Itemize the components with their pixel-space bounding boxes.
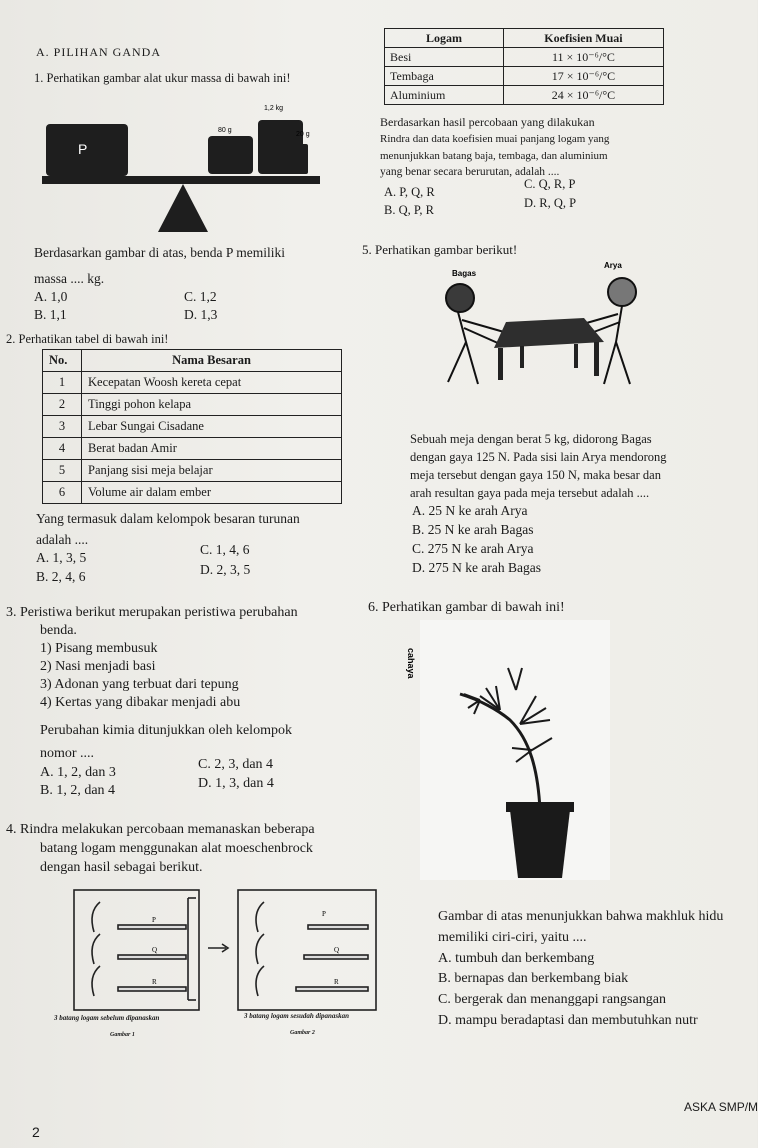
balance-figure [38, 96, 328, 246]
coef-header-value: Koefisien Muai [503, 29, 663, 48]
rod-label-p-1: P [152, 916, 156, 924]
weight-20g [296, 144, 308, 174]
q3-item-2: 2) Nasi menjadi basi [40, 659, 156, 674]
q6-stem-1: Gambar di atas menunjukkan bahwa makhluk hidu [438, 909, 724, 924]
q3-item-1: 1) Pisang membusuk [40, 641, 158, 656]
coef-value: 24 × 10⁻⁶/°C [503, 86, 663, 105]
table-row [385, 48, 664, 67]
q2-cell-no: 6 [43, 482, 82, 504]
coef-value: 11 × 10⁻⁶/°C [503, 48, 663, 67]
q2-cell-name: Volume air dalam ember [82, 482, 342, 504]
coefficient-table [384, 28, 664, 105]
q4-stem-2: Rindra dan data koefisien muai panjang logam yang [380, 133, 610, 145]
q3-option-d[interactable]: D. 1, 3, dan 4 [198, 776, 274, 791]
q1-stem-1: Berdasarkan gambar di atas, benda P memiliki [34, 245, 286, 260]
q1-option-d[interactable]: D. 1,3 [184, 307, 218, 322]
coef-header-metal: Logam [385, 29, 504, 48]
figure-1-caption: 3 batang logam sebelum dipanaskan [54, 1014, 160, 1022]
q3-line-2: benda. [40, 623, 77, 638]
weight-label-1-2kg: 1,2 kg [264, 105, 284, 112]
q1-prompt: 1. Perhatikan gambar alat ukur massa di bawah ini! [34, 71, 291, 85]
weight-label-80g: 80 g [218, 127, 232, 134]
rod-r-before [118, 987, 186, 991]
object-p-label: P [78, 141, 88, 157]
q5-option-a[interactable]: A. 25 N ke arah Arya [412, 503, 528, 518]
table-row [43, 460, 342, 482]
page-number: 2 [32, 1124, 40, 1140]
q3-item-3: 3) Adonan yang terbuat dari tepung [40, 677, 239, 692]
q2-cell-no: 2 [43, 394, 82, 416]
bagas-figure [446, 284, 504, 384]
q4-option-b[interactable]: B. Q, P, R [384, 203, 435, 217]
figure-2-label: Gambar 2 [290, 1030, 315, 1036]
table-row [43, 482, 342, 504]
balance-beam [42, 176, 320, 184]
q2-stem-1: Yang termasuk dalam kelompok besaran turunan [36, 511, 300, 526]
q2-cell-no: 3 [43, 416, 82, 438]
q2-cell-no: 1 [43, 372, 82, 394]
q2-table [42, 349, 342, 504]
q2-option-a[interactable]: A. 1, 3, 5 [36, 550, 87, 565]
q3-stem-2: nomor .... [40, 746, 95, 761]
q2-cell-name: Lebar Sungai Cisadane [82, 416, 342, 438]
name-bagas: Bagas [452, 269, 477, 278]
rod-p-before [118, 925, 186, 929]
q2-cell-name: Berat badan Amir [82, 438, 342, 460]
q2-header-no: No. [43, 350, 82, 372]
q2-option-d[interactable]: D. 2, 3, 5 [200, 562, 251, 577]
q5-option-c[interactable]: C. 275 N ke arah Arya [412, 541, 534, 556]
q5-stem-3: meja tersebut dengan gaya 150 N, maka besar dan [410, 468, 661, 482]
footer-brand: ASKA SMP/M [684, 1100, 758, 1114]
table-row [385, 67, 664, 86]
q3-option-a[interactable]: A. 1, 2, dan 3 [40, 765, 116, 780]
q3-option-b[interactable]: B. 1, 2, dan 4 [40, 783, 116, 798]
rod-label-q-2: Q [334, 946, 340, 954]
table-row [43, 416, 342, 438]
weight-label-20g: 20 g [296, 131, 310, 138]
coef-metal: Aluminium [385, 86, 504, 105]
q2-cell-no: 4 [43, 438, 82, 460]
rod-q-after [304, 955, 368, 959]
q5-stem-4: arah resultan gaya pada meja tersebut adalah .... [410, 486, 650, 500]
q4-line-2: batang logam menggunakan alat moeschenbrock [40, 841, 313, 856]
q5-stem-1: Sebuah meja dengan berat 5 kg, didorong Bagas [410, 432, 652, 446]
q5-option-d[interactable]: D. 275 N ke arah Bagas [412, 560, 541, 575]
rod-r-after [296, 987, 368, 991]
rod-label-r-2: R [334, 978, 339, 986]
coef-metal: Tembaga [385, 67, 504, 86]
pushing-table-figure [408, 262, 708, 422]
coef-metal: Besi [385, 48, 504, 67]
q6-option-a[interactable]: A. tumbuh dan berkembang [438, 951, 595, 966]
q6-option-b[interactable]: B. bernapas dan berkembang biak [438, 971, 629, 986]
coef-value: 17 × 10⁻⁶/°C [503, 67, 663, 86]
q6-prompt: 6. Perhatikan gambar di bawah ini! [368, 600, 565, 615]
q4-line-3: dengan hasil sebagai berikut. [40, 860, 203, 875]
table-row [43, 372, 342, 394]
table-row [385, 86, 664, 105]
q5-prompt: 5. Perhatikan gambar berikut! [362, 242, 518, 257]
q3-option-c[interactable]: C. 2, 3, dan 4 [198, 757, 274, 772]
rod-label-q-1: Q [152, 946, 158, 954]
q3-stem-1: Perubahan kimia ditunjukkan oleh kelompok [40, 723, 292, 738]
weight-80g [208, 136, 253, 174]
rod-label-p-2: P [322, 910, 326, 918]
q5-option-b[interactable]: B. 25 N ke arah Bagas [412, 522, 534, 537]
figure-1-label: Gambar 1 [110, 1032, 135, 1038]
figure-2-caption: 3 batang logam sesudah dipanaskan [244, 1012, 350, 1020]
q2-stem-2: adalah .... [36, 532, 89, 547]
q2-cell-name: Kecepatan Woosh kereta cepat [82, 372, 342, 394]
q2-cell-name: Tinggi pohon kelapa [82, 394, 342, 416]
table-row [43, 438, 342, 460]
q1-option-b[interactable]: B. 1,1 [34, 307, 67, 322]
balance-pivot [158, 184, 208, 232]
rod-p-after [308, 925, 368, 929]
q3-line-1: 3. Peristiwa berikut merupakan peristiwa perubahan [6, 605, 298, 620]
q2-cell-no: 5 [43, 460, 82, 482]
moeschenbrock-figure [60, 888, 390, 1078]
q4-option-c[interactable]: C. Q, R, P [524, 177, 576, 191]
q6-option-c[interactable]: C. bergerak dan menanggapi rangsangan [438, 992, 666, 1007]
rod-q-before [118, 955, 186, 959]
q4-stem-4: yang benar secara berurutan, adalah .... [380, 166, 560, 178]
q2-header-name: Nama Besaran [82, 350, 342, 372]
q2-cell-name: Panjang sisi meja belajar [82, 460, 342, 482]
q2-prompt: 2. Perhatikan tabel di bawah ini! [6, 332, 169, 346]
q3-item-4: 4) Kertas yang dibakar menjadi abu [40, 695, 241, 710]
table-row [43, 394, 342, 416]
plant-phototropism-figure [406, 620, 610, 880]
plant-pot [510, 810, 570, 878]
q2-option-c[interactable]: C. 1, 4, 6 [200, 542, 250, 557]
section-title: A. PILIHAN GANDA [36, 45, 161, 59]
q1-option-a[interactable]: A. 1,0 [34, 289, 68, 304]
q4-option-a[interactable]: A. P, Q, R [384, 185, 435, 199]
q6-option-d[interactable]: D. mampu beradaptasi dan membutuhkan nutr [438, 1013, 698, 1028]
q1-option-c[interactable]: C. 1,2 [184, 289, 217, 304]
light-label: cahaya [406, 648, 416, 679]
table-top [494, 318, 604, 348]
q2-option-b[interactable]: B. 2, 4, 6 [36, 569, 86, 584]
q6-stem-2: memiliki ciri-ciri, yaitu .... [438, 930, 587, 945]
q5-stem-2: dengan gaya 125 N. Pada sisi lain Arya mendorong [410, 450, 667, 464]
q4-option-d[interactable]: D. R, Q, P [524, 196, 577, 210]
q4-stem-3: menunjukkan batang baja, tembaga, dan aluminium [380, 150, 608, 162]
q4-stem-1: Berdasarkan hasil percobaan yang dilakukan [380, 115, 595, 129]
name-arya: Arya [604, 261, 622, 270]
q1-stem-2: massa .... kg. [34, 271, 105, 286]
q4-line-1: 4. Rindra melakukan percobaan memanaskan beberapa [6, 822, 315, 837]
rod-label-r-1: R [152, 978, 157, 986]
